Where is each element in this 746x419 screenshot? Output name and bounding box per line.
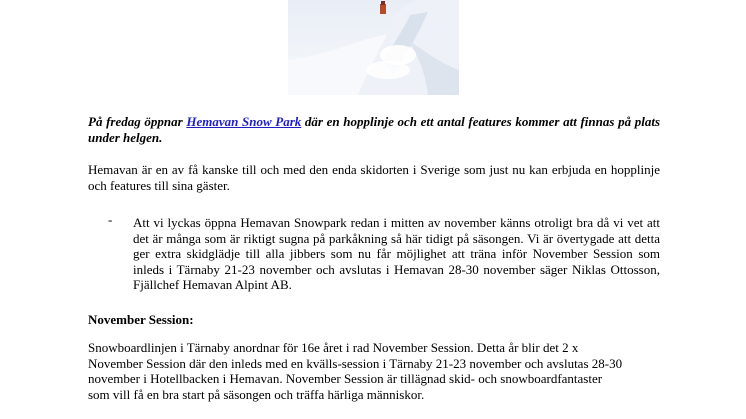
section-paragraph [88, 340, 660, 402]
snowboard-photo [288, 0, 459, 95]
section-line: november i Hotellbacken i Hemavan. November Session är tillägnad skid- och snowboardfantaster [88, 371, 603, 386]
hemavan-snow-park-link[interactable]: Hemavan Snow Park [186, 114, 302, 129]
section-heading: November Session: [88, 312, 194, 327]
intro-paragraph: Hemavan är en av få kanske till och med den enda skidorten i Sverige som just nu kan erbjuda en hopplinje och features till sina gäster. [88, 162, 660, 193]
section-line: som vill få en bra start på säsongen och träffa härliga människor. [88, 386, 425, 402]
quote-paragraph: Att vi lyckas öppna Hemavan Snowpark redan i mitten av november känns otroligt bra då vi vet att det är många som är riktigt sugna på parkåkning så här tidigt på säsongen. Vi är övertygade att detta ger extra skidglädje till alla jibbers som nu får möjlighet att träna inför November Session som inleds i Tärnaby 21-23 november och avslutas i Hemavan 28-30 november säger Niklas Ottosson, Fjällchef Hemavan Alpint AB. [133, 215, 660, 292]
lead-after-link: där en hopplinje och ett antal features kommer att finnas på plats under helgen. [88, 114, 661, 145]
section-line: Snowboardlinjen i Tärnaby anordnar för 16e året i rad November Session. Detta år blir det 2 x [88, 340, 579, 355]
section-line: November Session där den inleds med en kvälls-session i Tärnaby 21-23 november och avslutas 28-30 [88, 355, 623, 371]
snow-scene-image [288, 0, 459, 95]
bullet-dash: - [108, 212, 113, 227]
lead-before-link: På fredag öppnar [88, 114, 187, 129]
lead-paragraph [88, 114, 660, 145]
